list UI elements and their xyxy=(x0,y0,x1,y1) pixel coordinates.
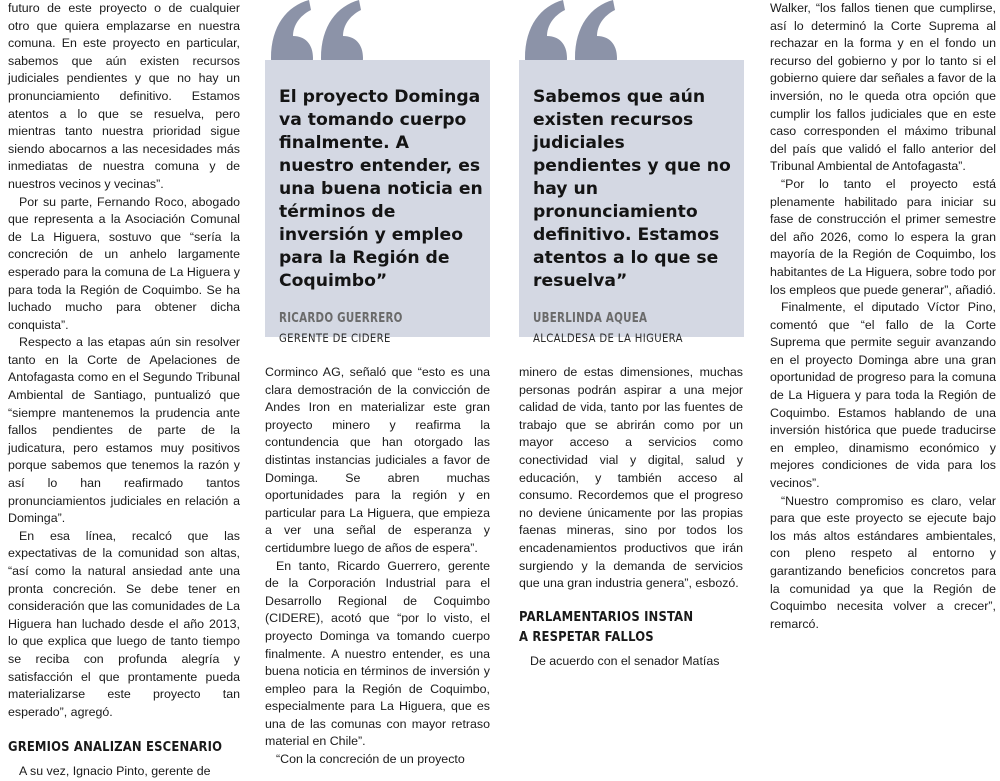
paragraph: Walker, “los fallos tienen que cumplirse, así lo determinó la Corte Suprema al rechazar en la forma y en el fondo un recurso del gobierno y por lo tanto si el gobierno quiere dar señales a favor de la inversión, no le queda otra opción que cumplir los fallos judiciales que en este caso corresponden el máximo tribunal del país que validó el fallo anterior del Tribunal Ambiental de Antofagasta”. xyxy=(770,1,996,174)
pull-quote-text: Sabemos que aún existen recursos judiciales pendientes y que no hay un pronunciamiento definitivo. Estamos atentos a lo que se resuelva” xyxy=(533,87,731,291)
article-column-3 xyxy=(519,364,743,670)
pull-quote-aquea xyxy=(519,60,744,345)
section-subhead-gremios: GREMIOS ANALIZAN ESCENARIO xyxy=(8,739,223,756)
pull-quote-role: GERENTE DE CIDERE xyxy=(279,332,391,345)
pull-quote-role: ALCALDESA DE LA HIGUERA xyxy=(533,332,683,345)
article-column-1 xyxy=(8,0,240,781)
paragraph: “Con la concreción de un proyecto xyxy=(276,752,465,767)
subhead-line: PARLAMENTARIOS INSTAN xyxy=(519,608,694,625)
pull-quote-author: UBERLINDA AQUEA xyxy=(533,311,648,326)
subhead-line: A RESPETAR FALLOS xyxy=(519,628,654,645)
pull-quote-text: El proyecto Dominga va tomando cuerpo finalmente. A nuestro entender, es una buena noticia en términos de inversión y empleo para la Región de Coquimbo” xyxy=(279,87,483,291)
article-column-4 xyxy=(770,0,996,633)
paragraph: En tanto, Ricardo Guerrero, gerente de la Corporación Industrial para el Desarrollo Regional de Coquimbo (CIDERE), acotó que “por lo visto, el proyecto Dominga va tomando cuerpo finalmente. A nuestro entender, es una buena noticia en términos de inversión y empleo para la Región de Coquimbo, especialmente para La Higuera, que es una de las comunas con mayor retraso material en Chile”. xyxy=(265,558,490,749)
pull-quote-guerrero xyxy=(265,60,490,345)
paragraph: En esa línea, recalcó que las expectativas de la comunidad son altas, “así como la natural ansiedad ante una pronta concreción. Se debe tener en consideración que las comunidades de La Higuera han luchado desde el año 2013, lo que explica que luego de tanto tiempo se reciba con profunda alegría y satisfacción el que prontamente pueda materializarse este proyecto tan esperado”, agregó. xyxy=(8,528,240,719)
paragraph: minero de estas dimensiones, muchas personas podrán aspirar a una mejor calidad de vida, tanto por las fuentes de trabajo que se abrirán como por un mayor acceso a servicios como conectividad vial y digital, salud y educación, y también acceso al consumo. Recordemos que el progreso no deviene únicamente por las propias faenas mineras, sino por todos los encadenamientos productivos que irán surgiendo y la demanda de servicios que una gran industria genera”, esbozó. xyxy=(519,365,743,591)
paragraph: De acuerdo con el senador Matías xyxy=(530,653,720,668)
article-column-2 xyxy=(265,364,490,769)
paragraph: Respecto a las etapas aún sin resolver tanto en la Corte de Apelaciones de Antofagasta como en el Segundo Tribunal Ambiental de Santiago, puntualizó que “siempre mantenemos la prudencia ante fallos pendientes de parte de la judicatura, pero estamos muy positivos porque sabemos que tenemos la razón y así lo han reafirmado tantos pronunciamientos judiciales en relación a Dominga”. xyxy=(8,335,240,526)
paragraph: A su vez, Ignacio Pinto, gerente de xyxy=(19,764,211,779)
paragraph: Corminco AG, señaló que “esto es una clara demostración de la convicción de Andes Iron en materializar este gran proyecto minero y reafirma la contundencia que han otorgado las distintas instancias judiciales a favor de Dominga. Se abren muchas oportunidades para la región y en particular para La Higuera, que empieza a ver una señal de esperanza y certidumbre luego de años de espera”. xyxy=(265,365,490,555)
section-subhead-parlamentarios xyxy=(519,607,712,647)
paragraph: futuro de este proyecto o de cualquier otro que quiera emplazarse en nuestra comuna. En este proyecto en particular, sabemos que aún existen recursos judiciales pendientes y que no hay un pronunciamiento definitivo. Estamos atentos a lo que se resuelva, pero mientras tanto nuestra prioridad sigue siendo abocarnos a las necesidades más inmediatas de nuestra comuna y de nuestros vecinos y vecinas”. xyxy=(8,1,240,191)
pull-quote-author: RICARDO GUERRERO xyxy=(279,311,403,326)
paragraph: Finalmente, el diputado Víctor Pino, comentó que “el fallo de la Corte Suprema que permite seguir avanzando en el proyecto Dominga abre una gran oportunidad de progreso para la comuna de La Higuera y para toda la Región de Coquimbo. Estamos hablando de una inversión histórica que puede traducirse en empleo, dinamismo económico y mejores condiciones de vida para los vecinos”. xyxy=(770,300,996,491)
paragraph: Por su parte, Fernando Roco, abogado que representa a la Asociación Comunal de La Higuera, sostuvo que “sería la concreción de un anhelo largamente esperado para la comuna de La Higuera y para toda la Región de Coquimbo. Se ha luchado mucho para obtener dicha conquista”. xyxy=(8,194,240,332)
paragraph: “Nuestro compromiso es claro, velar para que este proyecto se ejecute bajo los más altos estándares ambientales, con pleno respeto al entorno y garantizando beneficios concretos para la comunidad ya que la Región de Coquimbo necesita volver a crecer”, remarcó. xyxy=(770,493,996,631)
paragraph: “Por lo tanto el proyecto está plenamente habilitado para iniciar su fase de construcción el primer semestre del año 2026, como lo espera la gran mayoría de la Región de Coquimbo, los habitantes de La Higuera, sobre todo por los empleos que puede generar”, añadió. xyxy=(770,176,996,297)
